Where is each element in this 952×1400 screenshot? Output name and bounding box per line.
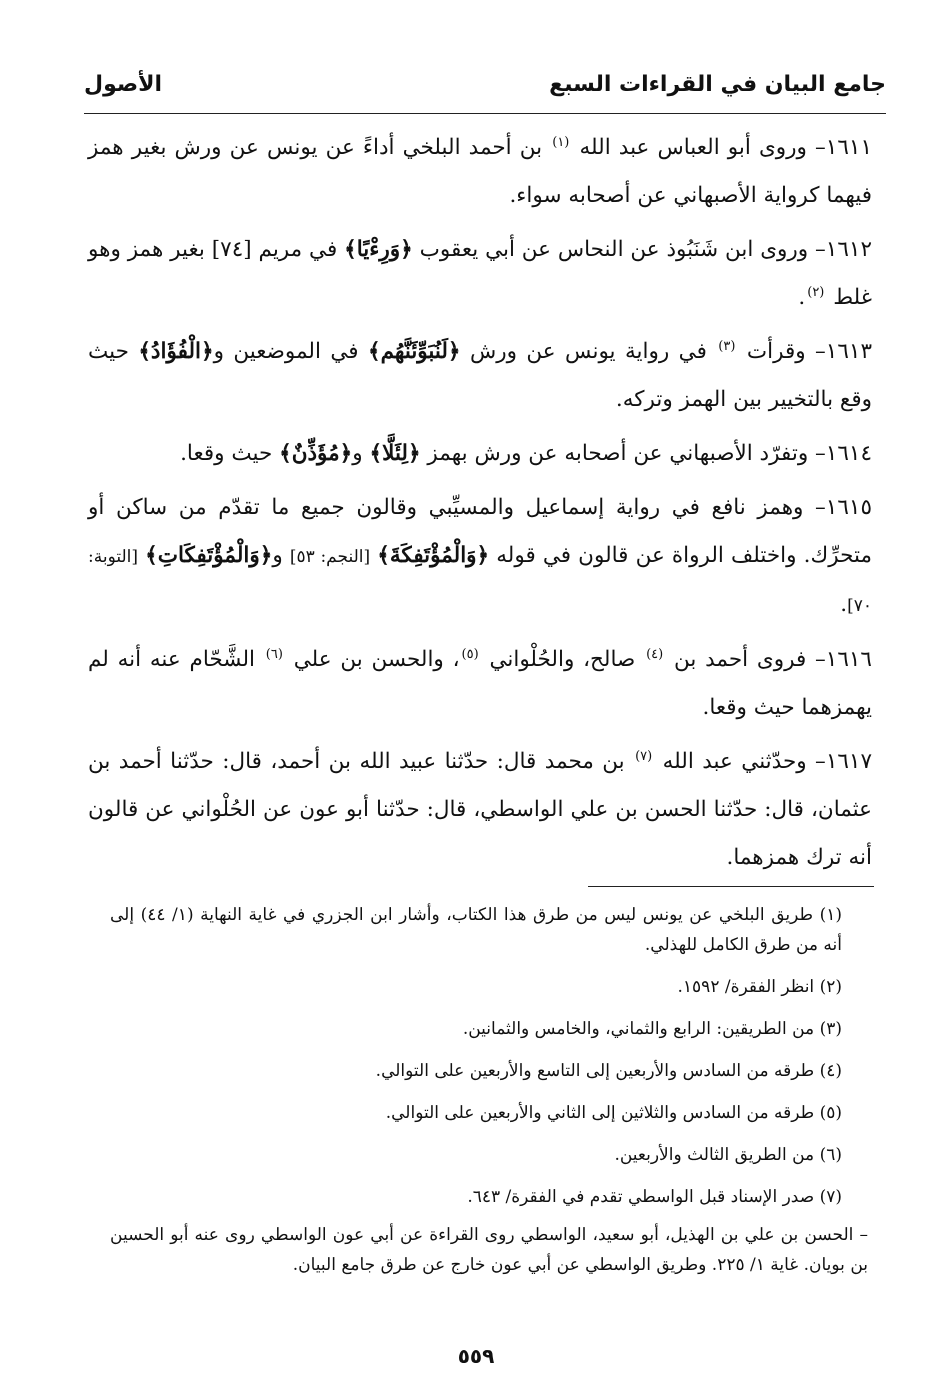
footnote-marker: (٥) [819,1103,842,1123]
quran-reference: [النجم: ٥٣] [289,547,371,567]
paragraph-text: في الموضعين و [213,339,359,364]
paragraph-text: في مريم [٧٤] بغير همز وهو غلط [88,237,872,310]
paragraph-1613 [88,328,872,424]
page-number: ٥٥٩ [457,1344,495,1368]
quran-word: ﴿وَرِءْيًا﴾ [344,237,413,262]
footnote-text: طرقه من السادس والأربعين إلى التاسع والأربعين على التوالي. [375,1061,815,1081]
paragraph-number: ١٦١٤ [825,441,872,466]
quran-word: ﴿لَنُبَوِّئَنَّهُم﴾ [368,339,461,364]
footnote-continuation: – الحسن بن علي بن الهذيل، أبو سعيد، الواسطي روى القراءة عن أبي عون الواسطي روى عنه أبو الحسين بن بويان. غاية ١/ ٢٢٥. وطريق الواسطي عن أبي عون خارج عن طرق جامع البيان. [110,1225,868,1275]
footnote-text: من الطريق الثالث والأربعين. [614,1145,815,1165]
paragraph-number: ١٦١٢ [825,237,872,262]
paragraph-text: – وحدّثني عبد الله [662,749,826,774]
running-header [84,72,886,108]
paragraph-1617 [88,738,872,882]
paragraph-1611 [88,124,872,220]
footnote-divider [588,886,874,887]
paragraph-1612 [88,226,872,322]
footnote-7 [110,1182,842,1212]
paragraph-1614 [88,430,872,478]
footnote-marker: (٦) [819,1145,842,1165]
footnotes [110,900,868,1280]
paragraph-text: – وروى أبو العباس عبد الله [579,135,826,160]
paragraph-1616 [88,636,872,732]
paragraph-text: – وهمز نافع في رواية إسماعيل والمسيِّبي وقالون جميع ما تقدّم من ساكن أو متحرِّك. واختلف الرواة عن قالون في قوله [88,495,872,568]
header-divider [84,113,886,114]
paragraph-text: – وروى ابن شَنَبُوذ عن النحاس عن أبي يعقوب [419,237,826,262]
quran-reference: [التوبة: ٧٠] [88,547,872,616]
footnote-6 [110,1140,842,1170]
paragraph-text: حيث وقعا. [180,441,273,466]
chapter-title: الأصول [84,72,163,97]
quran-word: ﴿الْفُؤَادُ﴾ [138,339,214,364]
footnote-ref: (٦) [265,646,283,662]
paragraph-number: ١٦١٧ [825,749,873,774]
main-text [88,124,872,888]
footnote-2 [110,972,842,1002]
paragraph-text: حيث وقع بالتخيير بين الهمز وتركه. [88,339,872,412]
footnote-text: طرقه من السادس والثلاثين إلى الثاني والأربعين على التوالي. [385,1103,815,1123]
footnote-5 [110,1098,842,1128]
footnote-text: انظر الفقرة/ ١٥٩٢. [677,977,815,997]
footnote-ref: (١) [552,134,570,150]
quran-word: ﴿وَالْمُؤْتَفِكَاتِ﴾ [145,543,273,568]
quran-word: ﴿مُؤَذِّنٌ﴾ [279,441,353,466]
quran-word: ﴿لِئَلَّا﴾ [369,441,421,466]
paragraph-number: ١٦١١ [825,135,872,160]
footnote-marker: (٧) [819,1187,842,1207]
footnote-ref: (٣) [718,338,736,354]
paragraph-text: . [798,285,806,310]
paragraph-text: بن محمد قال: حدّثنا عبيد الله بن أحمد، قال: حدّثنا أحمد بن عثمان، قال: حدّثنا الحسن بن علي الواسطي، قال: حدّثنا أبو عون عن الحُلْواني عن قالون أنه ترك همزهما. [88,749,872,870]
paragraph-number: ١٦١٥ [825,495,872,520]
footnote-text: من الطريقين: الرابع والثماني، والخامس والثمانين. [462,1019,815,1039]
paragraph-1615 [88,484,872,630]
footnote-ref: (٧) [635,748,653,764]
footnote-text: طريق البلخي عن يونس ليس من طرق هذا الكتاب، وأشار ابن الجزري في غاية النهاية (١/ ٤٤) إلى أنه من طرق الكامل للهذلي. [110,905,842,955]
paragraph-text: و [352,441,363,466]
footnote-ref: (٤) [646,646,664,662]
footnote-1 [110,900,842,960]
paragraph-text: – وقرأت [746,339,826,364]
paragraph-text: صالح، والحُلْواني [489,647,636,672]
footnote-4 [110,1056,842,1086]
footnote-ref: (٥) [461,646,479,662]
footnote-text: صدر الإسناد قبل الواسطي تقدم في الفقرة/ ٦٤٣. [467,1187,815,1207]
footnote-3 [110,1014,842,1044]
footnote-marker: (٣) [819,1019,842,1039]
paragraph-text: و [272,543,283,568]
footnote-marker: (٤) [819,1061,842,1081]
paragraph-text: . [840,592,848,617]
book-title: جامع البيان في القراءات السبع [549,72,886,97]
footnote-ref: (٢) [807,284,825,300]
quran-word: ﴿وَالْمُؤْتَفِكَةَ﴾ [377,543,490,568]
footnote-marker: (١) [819,905,842,925]
paragraph-number: ١٦١٣ [825,339,872,364]
paragraph-text: ، والحسن بن علي [293,647,460,672]
paragraph-text: في رواية يونس عن ورش [469,339,707,364]
paragraph-text: – وتفرّد الأصبهاني عن أصحابه عن ورش بهمز [427,441,826,466]
footnote-marker: (٢) [819,977,842,997]
paragraph-text: بن أحمد البلخي أداءً عن يونس عن ورش بغير همز فيهما كرواية الأصبهاني عن أصحابه سواء. [88,135,872,208]
paragraph-number: ١٦١٦ [825,647,872,672]
paragraph-text: – فروى أحمد بن [673,647,826,672]
paragraph-text: الشَّحّام عنه أنه لم يهمزهما حيث وقعا. [88,647,872,720]
